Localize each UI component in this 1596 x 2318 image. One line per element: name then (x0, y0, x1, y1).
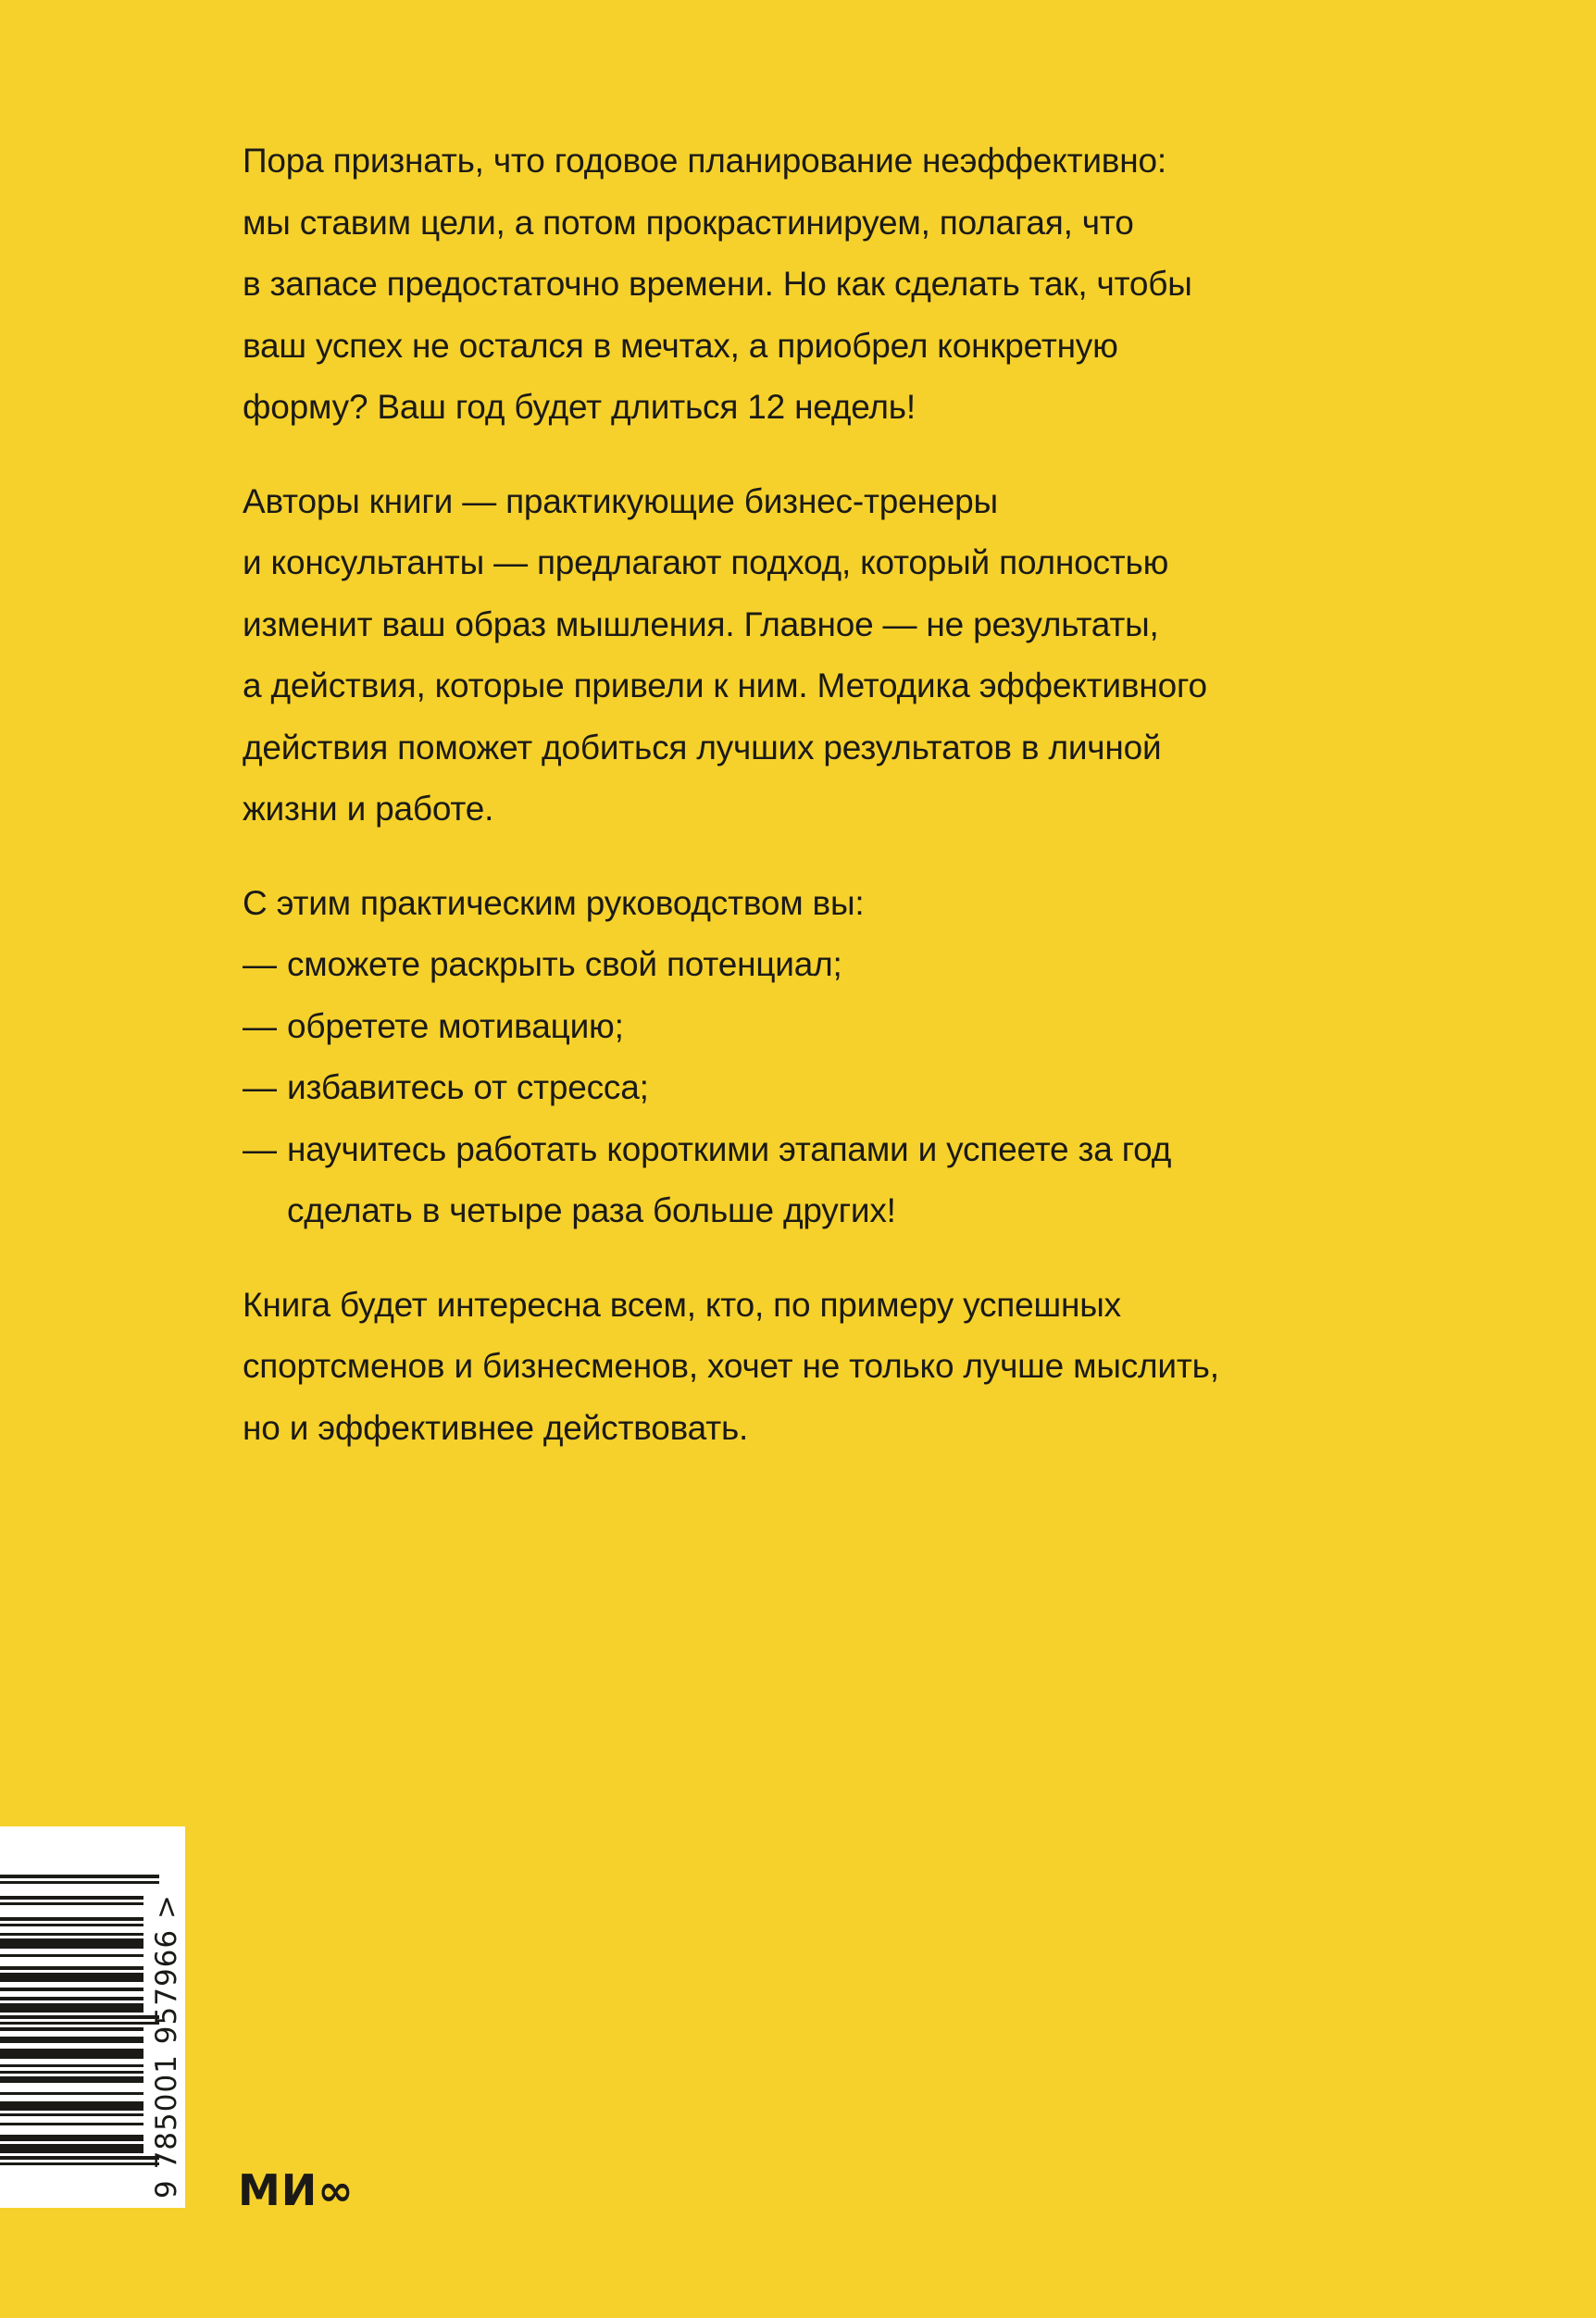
text-line: а действия, которые привели к ним. Методика эффективного (243, 667, 1207, 704)
barcode-bar (0, 2022, 159, 2025)
list-item (243, 1057, 1390, 1119)
barcode-bar (0, 2076, 143, 2080)
text-line: Пора признать, что годовое планирование неэффективно: (243, 142, 1166, 180)
barcode-bar (0, 2079, 143, 2083)
list-item-text: сможете раскрыть свой потенциал; (287, 945, 842, 983)
barcode-bar (0, 1997, 143, 2000)
barcode-digits-text: 9 785001 957966 > (150, 1894, 183, 2199)
text-line: спортсменов и бизнесменов, хочет не только лучше мыслить, (243, 1347, 1219, 1385)
barcode-bar (0, 2071, 143, 2075)
benefits-intro: С этим практическим руководством вы: (243, 883, 865, 922)
barcode-bar (0, 1954, 143, 1958)
list-item (243, 1119, 1390, 1242)
paragraph-closing (243, 1275, 1390, 1460)
barcode-bar (0, 2027, 143, 2031)
description-text (243, 131, 1390, 1491)
barcode-bar (0, 1988, 143, 1991)
barcode-bar (0, 1938, 143, 1942)
barcode-bar (0, 2006, 143, 2010)
barcode-bar (0, 1945, 143, 1949)
barcode-bar (0, 2156, 159, 2160)
barcode-bar (0, 1966, 143, 1970)
isbn-barcode (0, 1826, 185, 2208)
barcode-bar (0, 2104, 143, 2108)
list-item-text: обретете мотивацию; (287, 1006, 624, 1045)
text-line: форму? Ваш год будет длиться 12 недель! (243, 388, 916, 426)
barcode-bar (0, 2092, 143, 2096)
text-line: Книга будет интересна всем, кто, по примеру успешных (243, 1285, 1121, 1324)
barcode-bar (0, 2052, 143, 2056)
barcode-bar (0, 2009, 143, 2013)
dash-bullet-icon: — (243, 1006, 277, 1045)
barcode-bar (0, 1924, 143, 1927)
barcode-bar (0, 2135, 143, 2138)
barcode-bar (0, 1875, 159, 1878)
barcode-bar (0, 2113, 143, 2117)
barcode-bar (0, 2049, 143, 2052)
text-line: ваш успех не остался в мечтах, а приобрел конкретную (243, 326, 1118, 365)
list-item-text: избавитесь от стресса; (287, 1068, 649, 1106)
dash-bullet-icon: — (243, 1068, 277, 1106)
barcode-bar (0, 2003, 143, 2007)
barcode-number (146, 1828, 183, 2208)
barcode-bar (0, 1902, 143, 1906)
barcode-bar (0, 1896, 143, 1900)
barcode-bar (0, 2039, 143, 2043)
paragraph-authors (243, 471, 1390, 841)
barcode-bar (0, 1881, 159, 1885)
barcode-bar (0, 2123, 143, 2126)
barcode-bar (0, 2147, 143, 2150)
text-line: Авторы книги — практикующие бизнес-тренеры (243, 481, 998, 520)
list-item (243, 934, 1390, 996)
barcode-bar (0, 2055, 143, 2059)
text-line: мы ставим цели, а потом прокрастинируем, полагая, что (243, 203, 1134, 242)
benefits-list (243, 873, 1390, 1242)
list-item (243, 996, 1390, 1058)
barcode-bar (0, 1978, 143, 1982)
barcode-bar (0, 2064, 143, 2068)
text-line: жизни и работе. (243, 790, 494, 828)
barcode-bar (0, 1917, 143, 1921)
text-line: действия поможет добиться лучших результатов в личной (243, 728, 1162, 766)
barcode-bar (0, 2150, 143, 2153)
barcode-bar (0, 2015, 159, 2019)
barcode-bar (0, 2107, 143, 2111)
barcode-bar (0, 2137, 143, 2141)
barcode-bar (0, 1933, 143, 1937)
list-item-text: сделать в четыре раза больше других! (287, 1191, 896, 1229)
text-line: в запасе предостаточно времени. Но как сделать так, чтобы (243, 265, 1192, 303)
dash-bullet-icon: — (243, 945, 277, 983)
text-line: и консультанты — предлагают подход, который полностью (243, 543, 1169, 581)
barcode-bar (0, 2037, 143, 2040)
barcode-bar (0, 2144, 143, 2148)
barcode-bar (0, 1975, 143, 1979)
barcode-bar (0, 2101, 143, 2105)
barcode-bar (0, 2162, 159, 2166)
list-item-text: научитесь работать короткими этапами и успеете за год (287, 1129, 1172, 1168)
dash-bullet-icon: — (243, 1129, 277, 1168)
barcode-icon (0, 1875, 162, 2165)
barcode-bar (0, 1942, 143, 1946)
barcode-bar (0, 1973, 143, 1976)
publisher-logo: МИ∞ (238, 2165, 355, 2215)
text-line: изменит ваш образ мышления. Главное — не результаты, (243, 604, 1159, 643)
paragraph-intro (243, 131, 1390, 439)
text-line: но и эффективнее действовать. (243, 1408, 749, 1447)
